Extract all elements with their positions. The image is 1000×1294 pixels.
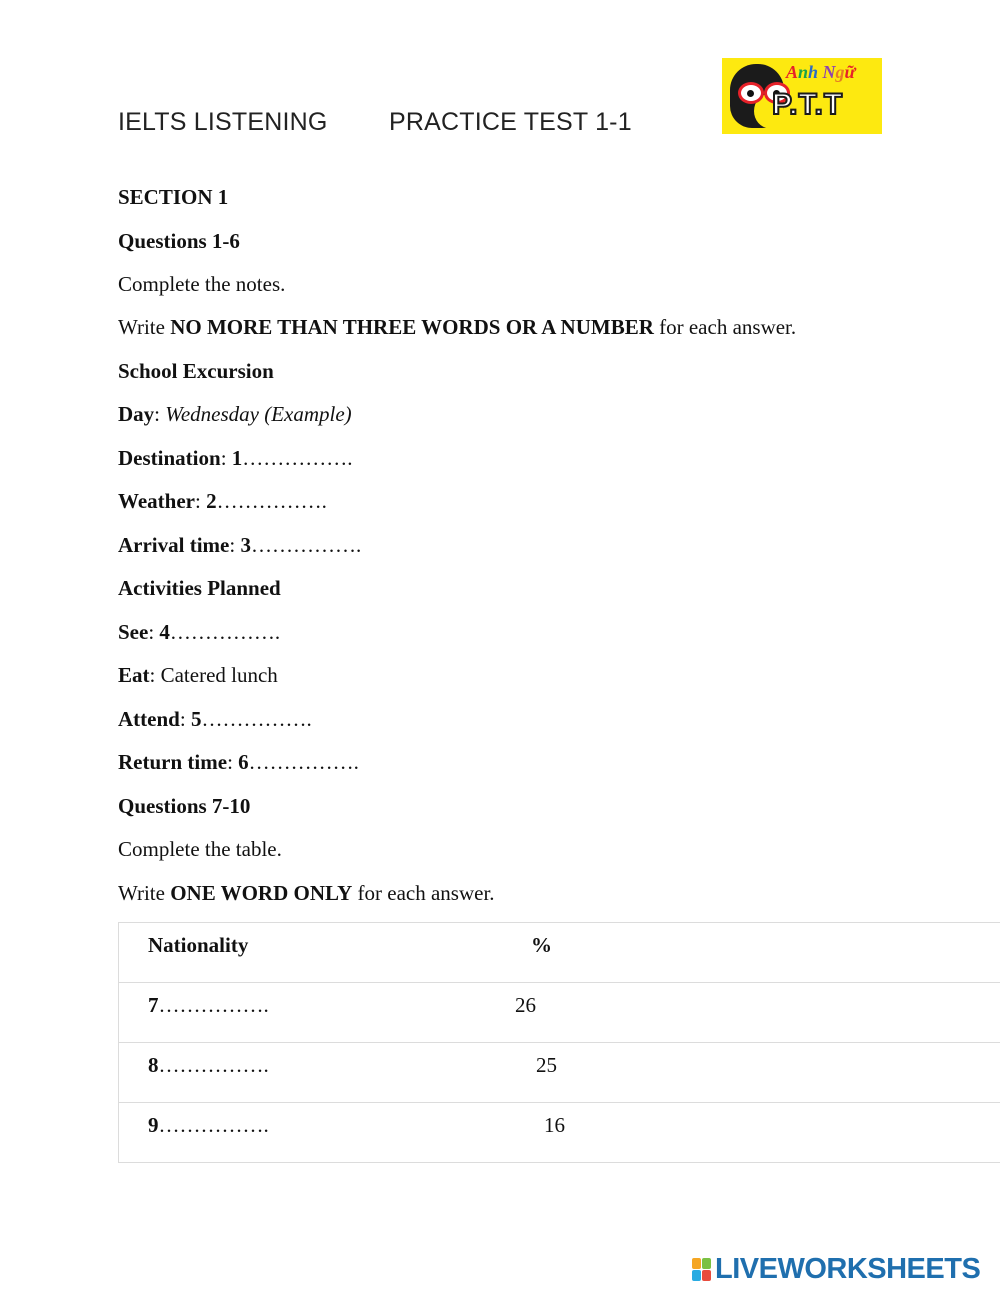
nationality-column-header: Nationality	[148, 933, 249, 957]
percent-cell: 16	[544, 1113, 565, 1137]
answer-blank-8[interactable]: …………….	[158, 1053, 269, 1077]
answer-blank-7[interactable]: …………….	[158, 993, 269, 1017]
brand-wordmark: LIVEWORKSHEETS	[715, 1252, 981, 1285]
logo-top-text: Anh Ngữ	[786, 62, 856, 82]
word-limit-instruction: Write NO MORE THAN THREE WORDS OR A NUMBER for each answer.	[118, 315, 797, 339]
block-icon	[702, 1270, 711, 1281]
answer-blank-4[interactable]: …………….	[169, 620, 281, 644]
center-logo	[722, 58, 882, 134]
answer-blank-2[interactable]: …………….	[216, 489, 327, 513]
answer-blank-5[interactable]: …………….	[201, 707, 312, 731]
notes-title: School Excursion	[118, 359, 274, 383]
return-time-row: Return time: 6…………….	[118, 750, 359, 774]
answer-blank-1[interactable]: …………….	[242, 446, 353, 470]
questions-7-10-heading: Questions 7-10	[118, 794, 251, 818]
day-row: Day: Wednesday (Example)	[118, 402, 352, 426]
liveworksheets-logo[interactable]	[692, 1252, 980, 1286]
attend-row: Attend: 5…………….	[118, 707, 312, 731]
activities-title: Activities Planned	[118, 576, 281, 600]
block-icon	[702, 1258, 711, 1269]
see-row: See: 4…………….	[118, 620, 281, 644]
block-icon	[692, 1270, 701, 1281]
arrival-time-row: Arrival time: 3…………….	[118, 533, 362, 557]
destination-row: Destination: 1…………….	[118, 446, 353, 470]
answer-blank-9[interactable]: …………….	[158, 1113, 269, 1137]
logo-main-text: P.T.T	[772, 88, 844, 121]
questions-1-6-heading: Questions 1-6	[118, 229, 240, 253]
liveworksheets-blocks-icon	[692, 1258, 711, 1281]
answer-blank-3[interactable]: …………….	[250, 533, 362, 557]
block-icon	[692, 1258, 701, 1269]
percent-cell: 25	[536, 1053, 557, 1077]
test-name-title: PRACTICE TEST 1-1	[389, 108, 632, 136]
test-type-title: IELTS LISTENING	[118, 108, 328, 136]
nationality-table	[118, 922, 1000, 1163]
one-word-instruction: Write ONE WORD ONLY for each answer.	[118, 881, 495, 905]
section-heading: SECTION 1	[118, 185, 229, 209]
eat-row: Eat: Catered lunch	[118, 663, 278, 687]
table-header-row	[119, 923, 1000, 983]
table-row: 8……………. 25	[119, 1043, 1000, 1103]
percent-column-header: %	[531, 933, 552, 957]
table-row: 9……………. 16	[148, 1113, 565, 1137]
table-row: 7……………. 26	[119, 983, 1000, 1043]
percent-cell: 26	[515, 993, 536, 1017]
answer-blank-6[interactable]: …………….	[248, 750, 359, 774]
instruction-table: Complete the table.	[118, 837, 282, 861]
weather-row: Weather: 2…………….	[118, 489, 327, 513]
instruction-notes: Complete the notes.	[118, 272, 286, 296]
